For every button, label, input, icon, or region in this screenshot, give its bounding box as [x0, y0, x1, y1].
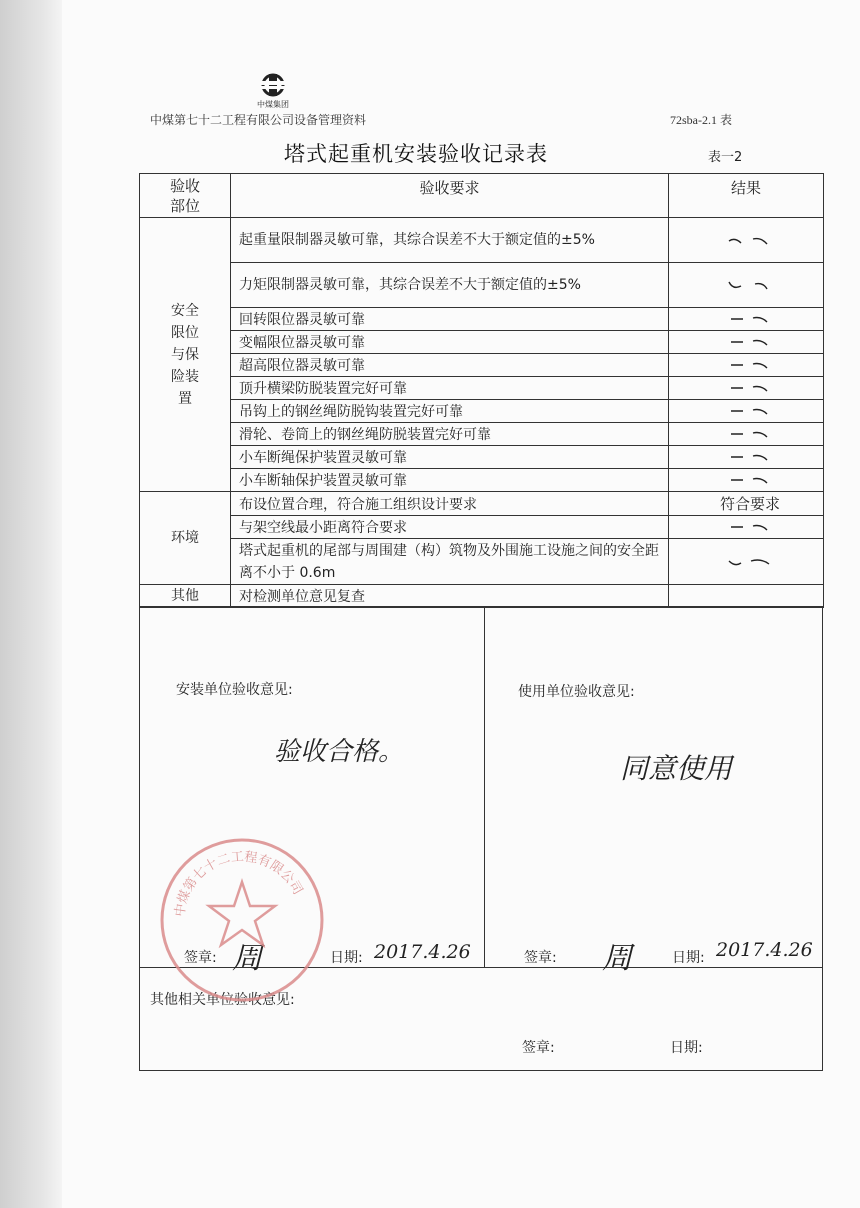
requirement-cell: 回转限位器灵敏可靠 [231, 308, 669, 331]
user-date-label: 日期: [672, 950, 705, 966]
result-cell [669, 331, 824, 354]
table-row [140, 585, 824, 608]
table-row [140, 218, 824, 263]
result-cell [669, 308, 824, 331]
check-mark [725, 521, 775, 533]
check-mark [725, 233, 775, 247]
result-cell [669, 516, 824, 539]
check-mark [725, 278, 775, 292]
user-signature: 周 [602, 941, 632, 976]
check-mark [725, 336, 775, 348]
page-title: 塔式起重机安装验收记录表 [284, 142, 548, 166]
check-mark [725, 428, 775, 440]
install-date-label: 日期: [330, 950, 363, 966]
category-other: 其他 [140, 585, 231, 608]
result-cell [669, 377, 824, 400]
result-cell [669, 585, 824, 608]
form-code: 72sba-2.1 表 [670, 113, 732, 127]
table-number: 表一2 [708, 150, 743, 165]
opinions-divider [484, 607, 485, 967]
result-cell [669, 354, 824, 377]
requirement-cell: 塔式起重机的尾部与周围建（构）筑物及外围施工设施之间的安全距离不小于 0.6m [231, 539, 669, 585]
check-mark [725, 555, 775, 569]
user-opinion-text: 同意使用 [620, 752, 733, 785]
header-part: 验收部位 [140, 174, 231, 218]
scanner-edge [0, 0, 62, 1208]
user-opinion-label: 使用单位验收意见: [518, 684, 635, 700]
result-cell [669, 469, 824, 492]
result-cell [669, 446, 824, 469]
logo-text: 中煤集团 [257, 100, 289, 109]
svg-text:中煤第七十二工程有限公司 [172, 850, 305, 918]
table-row [140, 492, 824, 516]
requirement-cell: 起重量限制器灵敏可靠，其综合误差不大于额定值的±5% [231, 218, 669, 263]
table-row [140, 377, 824, 400]
install-opinion-text: 验收合格。 [274, 737, 405, 767]
requirement-cell: 变幅限位器灵敏可靠 [231, 331, 669, 354]
requirement-cell: 小车断轴保护装置灵敏可靠 [231, 469, 669, 492]
install-signature: 周 [232, 941, 262, 976]
table-row [140, 354, 824, 377]
check-mark [725, 405, 775, 417]
table-header-row [140, 174, 824, 218]
seal-text: 中煤第七十二工程有限公司 [172, 849, 305, 918]
user-date: 2017.4.26 [716, 939, 813, 961]
table-row [140, 263, 824, 308]
result-cell [669, 539, 824, 585]
user-sign-label: 签章: [524, 950, 557, 966]
category-environment: 环境 [140, 492, 231, 585]
company-logo [248, 72, 298, 110]
table-row [140, 331, 824, 354]
requirement-cell: 布设位置合理，符合施工组织设计要求 [231, 492, 669, 516]
check-mark [725, 474, 775, 486]
other-opinion-label: 其他相关单位验收意见: [150, 992, 295, 1008]
result-cell-handwritten: 符合要求 [669, 492, 824, 516]
requirement-cell: 小车断绳保护装置灵敏可靠 [231, 446, 669, 469]
company-seal [156, 834, 328, 1006]
category-safety: 安全限位与保险装置 [140, 218, 231, 492]
table-row [140, 423, 824, 446]
requirement-cell: 与架空线最小距离符合要求 [231, 516, 669, 539]
requirement-cell: 顶升横梁防脱装置完好可靠 [231, 377, 669, 400]
check-mark [725, 382, 775, 394]
requirement-cell: 滑轮、卷筒上的钢丝绳防脱装置完好可靠 [231, 423, 669, 446]
result-cell [669, 218, 824, 263]
header-requirement: 验收要求 [231, 174, 669, 218]
table-row [140, 446, 824, 469]
other-date-label: 日期: [670, 1040, 703, 1056]
result-cell [669, 263, 824, 308]
header-result: 结果 [669, 174, 824, 218]
check-mark [725, 359, 775, 371]
table-row [140, 539, 824, 585]
inspection-table [139, 173, 824, 608]
other-sign-label: 签章: [522, 1040, 555, 1056]
result-cell [669, 423, 824, 446]
requirement-cell: 对检测单位意见复查 [231, 585, 669, 608]
check-mark [725, 313, 775, 325]
check-mark [725, 451, 775, 463]
requirement-cell: 力矩限制器灵敏可靠，其综合误差不大于额定值的±5% [231, 263, 669, 308]
install-opinion-label: 安装单位验收意见: [176, 682, 293, 698]
result-cell [669, 400, 824, 423]
table-row [140, 516, 824, 539]
table-row [140, 308, 824, 331]
company-name: 中煤第七十二工程有限公司设备管理资料 [150, 113, 367, 127]
install-date: 2017.4.26 [374, 941, 471, 963]
install-sign-label: 签章: [184, 950, 217, 966]
table-row [140, 469, 824, 492]
requirement-cell: 吊钩上的钢丝绳防脱钩装置完好可靠 [231, 400, 669, 423]
table-row [140, 400, 824, 423]
requirement-cell: 超高限位器灵敏可靠 [231, 354, 669, 377]
